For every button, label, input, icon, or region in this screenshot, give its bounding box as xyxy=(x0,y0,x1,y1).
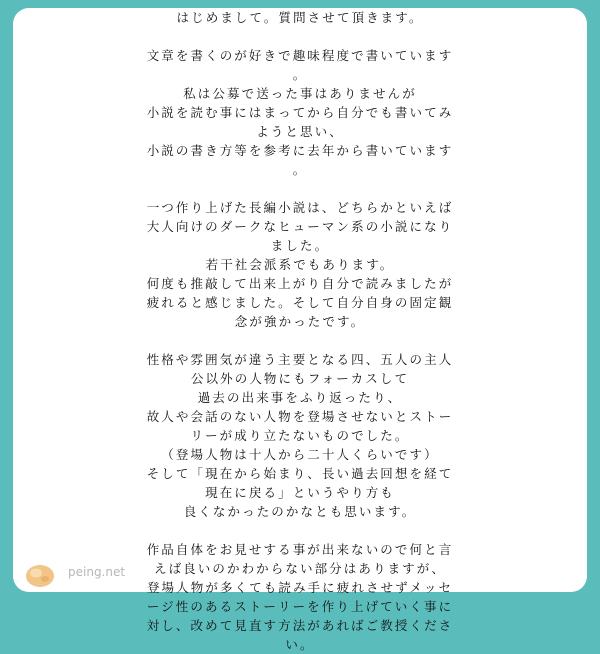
card-footer xyxy=(13,556,587,592)
question-paragraph xyxy=(45,46,555,179)
question-line: 作品自体をお見せする事が出来ないので何と言 xyxy=(146,542,454,557)
question-line: 私は公募で送った事はありませんが xyxy=(183,86,417,101)
question-line: い。 xyxy=(285,637,315,652)
question-line: 性格や雰囲気が違う主要となる四、五人の主人 xyxy=(146,352,454,367)
question-line: 何度も推敲して出来上がり自分で読みましたが xyxy=(146,276,454,291)
question-line: はじめまして。質問させて頂きます。 xyxy=(176,10,424,25)
question-line: ようと思い、 xyxy=(256,124,344,139)
question-line: 過去の出来事をふり返ったり、 xyxy=(197,390,403,405)
question-line: 故人や会話のない人物を登場させないとストー xyxy=(146,409,454,424)
question-paragraph xyxy=(45,350,555,521)
question-line: 登場人物が多くても読み手に疲れさせずメッセ xyxy=(146,580,454,595)
question-line: 対し、改めて見直す方法があればご教授くださ xyxy=(146,618,454,633)
question-paragraph xyxy=(45,198,555,331)
question-line: えば良いのかわからない部分はありますが、 xyxy=(153,561,446,576)
site-name[interactable]: peing.net xyxy=(68,565,126,579)
peing-logo-icon xyxy=(25,558,57,590)
question-line: 念が強かったです。 xyxy=(234,314,366,329)
question-line: 文章を書くのが好きで趣味程度で書いています xyxy=(146,48,454,63)
question-line: （登場人物は十人から二十人くらいです） xyxy=(161,447,439,462)
question-line: 大人向けのダークなヒューマン系の小説になり xyxy=(146,219,454,234)
question-line: 。 xyxy=(292,162,308,177)
question-line: 疲れると感じました。そして自分自身の固定観 xyxy=(146,295,454,310)
question-line: ました。 xyxy=(270,238,330,253)
question-line: 小説を読む事にはまってから自分でも書いてみ xyxy=(146,105,454,120)
question-line: 良くなかったのかなとも思います。 xyxy=(183,504,417,519)
question-line: リーが成り立たないものでした。 xyxy=(190,428,410,443)
question-line: ージ性のあるストーリーを作り上げていく事に xyxy=(146,599,454,614)
question-line: 現在に戻る」というやり方も xyxy=(205,485,395,500)
question-line: 小説の書き方等を参考に去年から書いています xyxy=(146,143,454,158)
question-line: そして「現在から始まり、長い過去回想を経て xyxy=(146,466,454,481)
question-line: 一つ作り上げた長編小説は、どちらかといえば xyxy=(146,200,454,215)
question-line: 若干社会派系でもあります。 xyxy=(205,257,395,272)
question-card xyxy=(13,8,587,652)
question-line: 公以外の人物にもフォーカスして xyxy=(190,371,410,386)
question-paragraph xyxy=(45,8,555,27)
question-line: 。 xyxy=(292,67,308,82)
